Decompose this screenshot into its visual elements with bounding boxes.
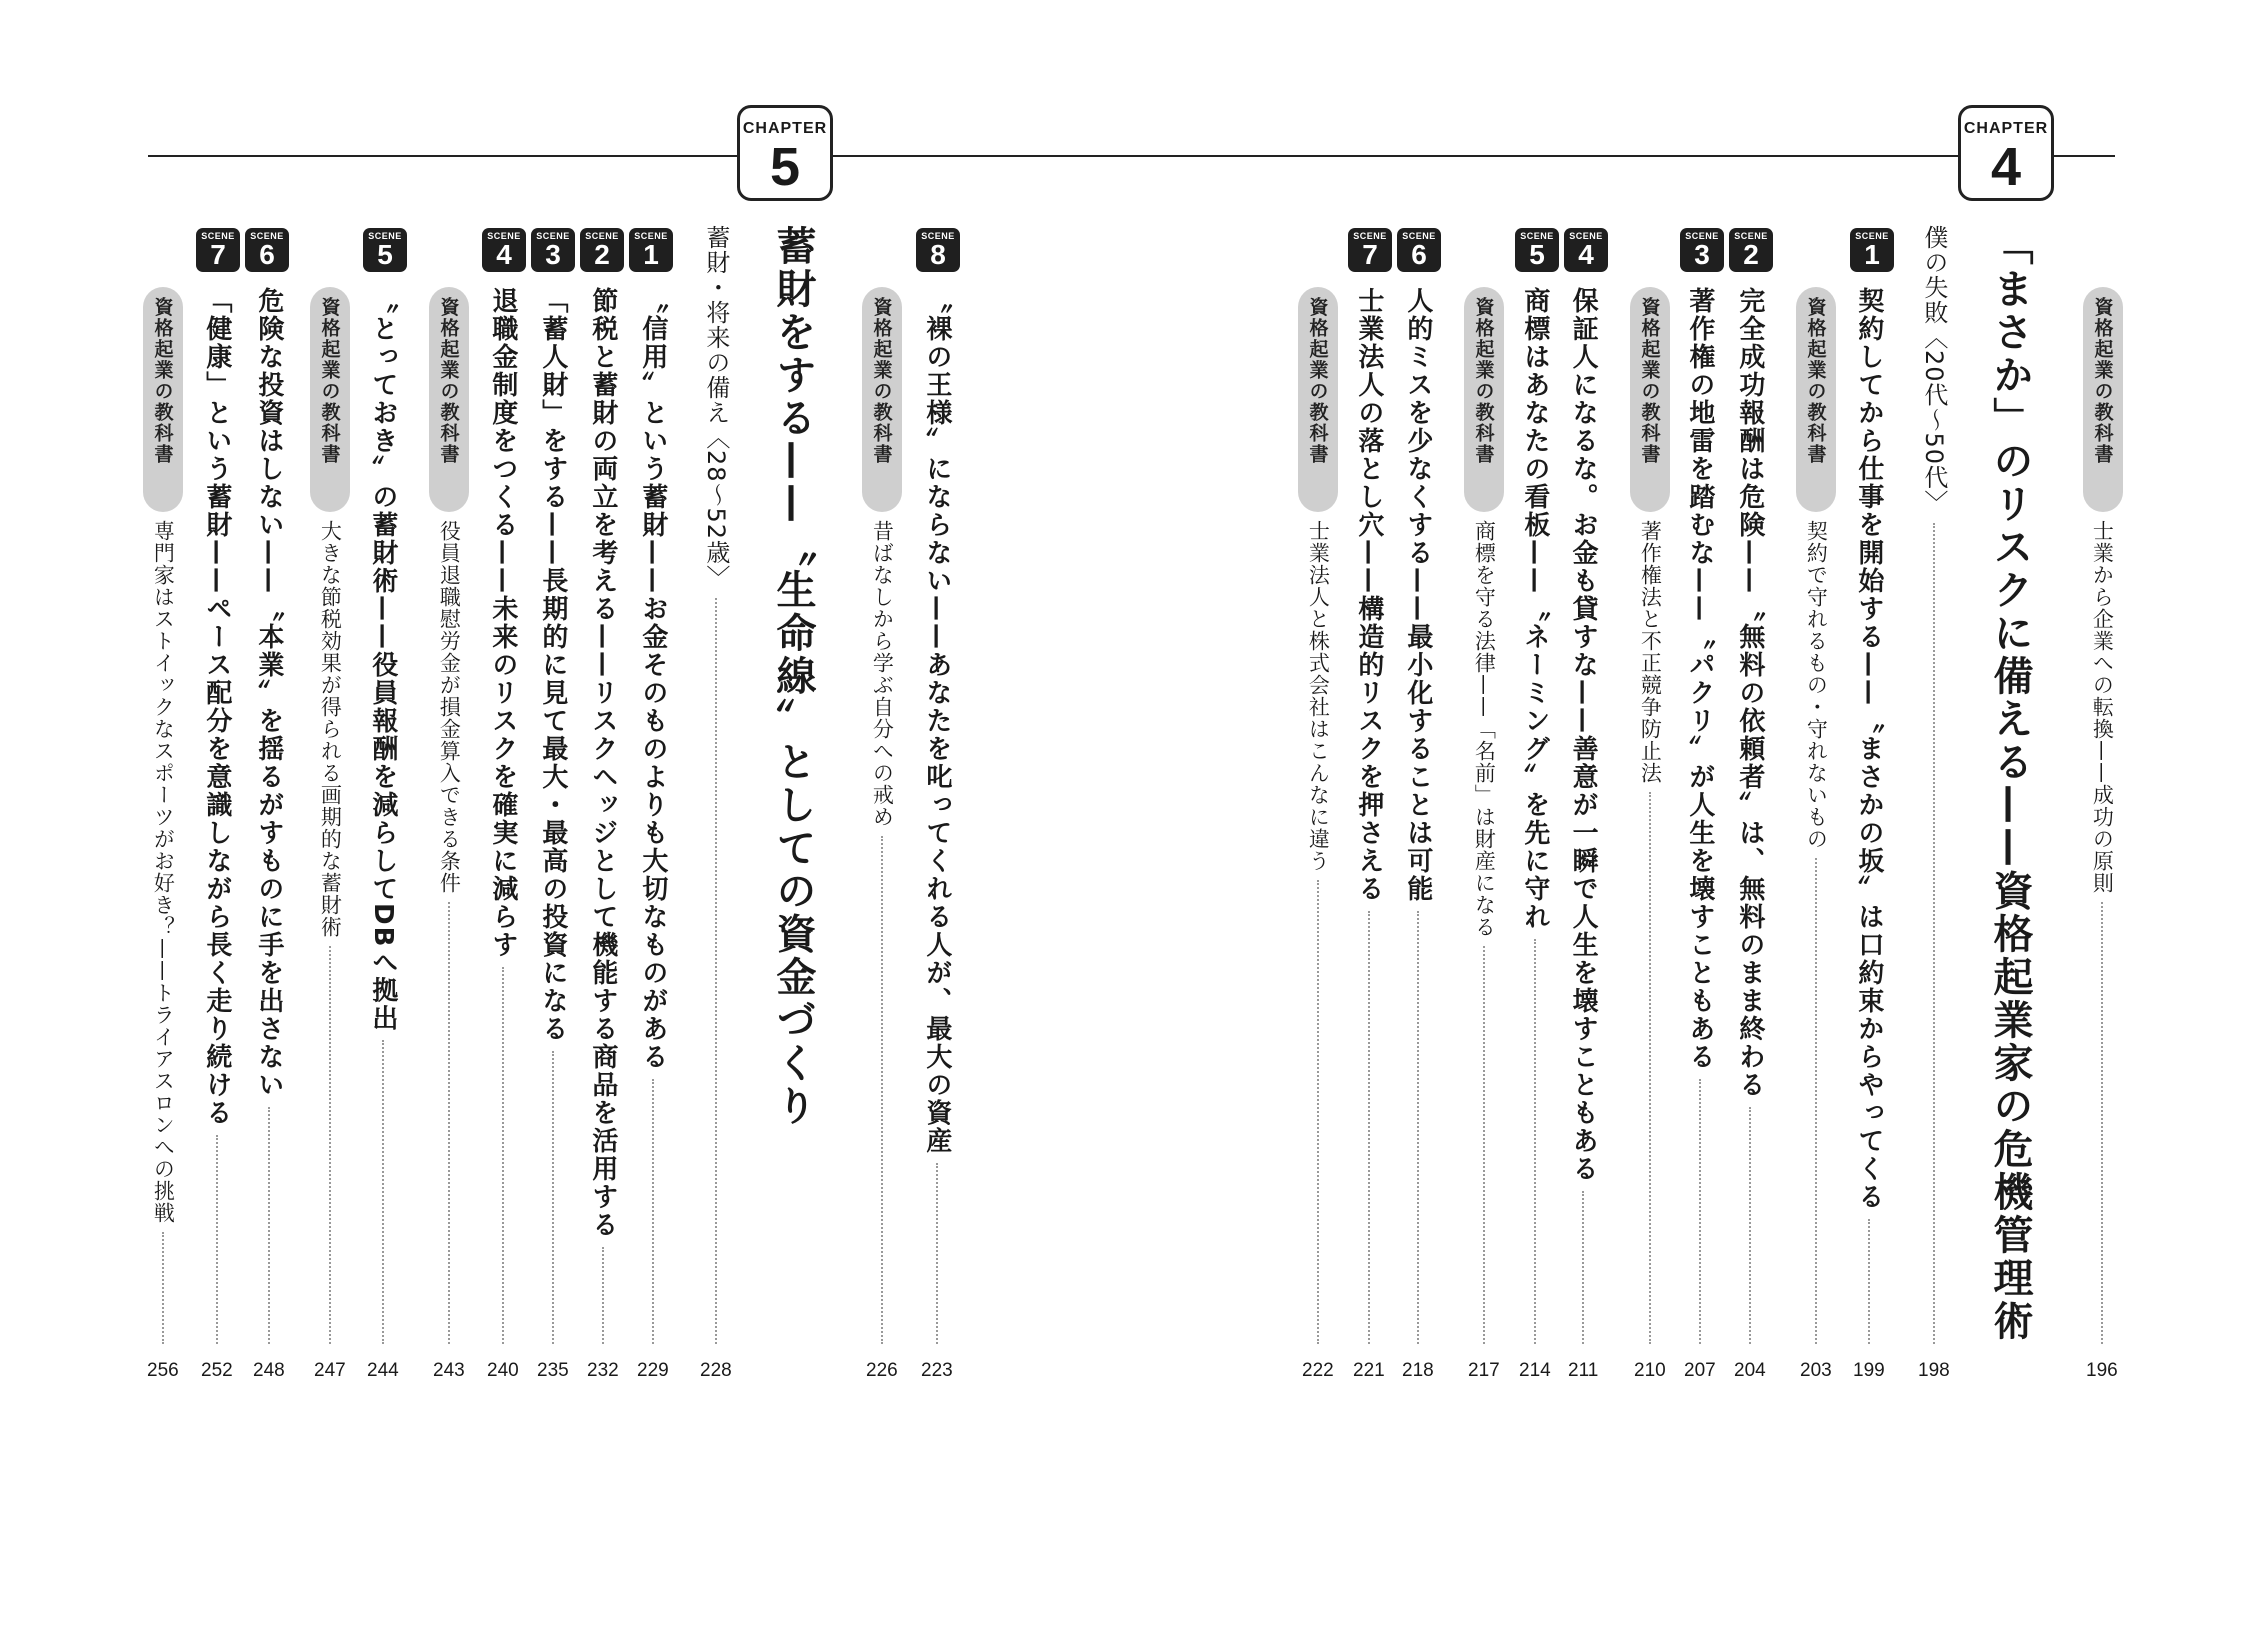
toc-entry[interactable] [433,520,465,1382]
dot-leader [1534,939,1536,1344]
toc-entry[interactable] [1634,520,1666,1382]
scene-badge: SCENE 7 [1348,228,1392,272]
toc-entry[interactable] [1468,520,1500,1382]
chapter-5-box [737,105,833,201]
scene-badge: SCENE 6 [1397,228,1441,272]
toc-entry-scene[interactable] [587,287,619,1382]
toc-entry-scene[interactable] [637,287,669,1382]
scene-badge-group [1348,228,1441,272]
dot-leader [2101,902,2103,1344]
dot-leader [1582,1191,1584,1344]
page-number: 207 [1684,1360,1716,1381]
dot-leader [1649,792,1651,1344]
page-number: 228 [700,1360,732,1381]
page-number: 218 [1402,1360,1434,1381]
scene-badge: SCENE 4 [1564,228,1608,272]
scene-badge: SCENE 4 [482,228,526,272]
dot-leader [1749,1107,1751,1344]
page-number: 248 [253,1360,285,1381]
toc-entry-scene[interactable] [253,287,285,1382]
entry-title: 〝とっておき〟の蓄財術——役員報酬を減らしてDBへ拠出 [367,287,398,1033]
page-number: 229 [637,1360,669,1381]
entry-title: 役員退職慰労金が損金算入できる条件 [437,520,462,894]
entry-title: 退職金制度をつくる——未来のリスクを確実に減らす [487,287,518,959]
dot-leader [652,1079,654,1344]
scene-badge: SCENE 3 [1680,228,1724,272]
chapter-number: 4 [1990,137,2022,197]
textbook-badge: 資格起業の教科書 [2083,287,2123,512]
scene-badge: SCENE 8 [916,228,960,272]
chapter-4-box [1958,105,2054,201]
page-number: 232 [587,1360,619,1381]
textbook-badge: 資格起業の教科書 [1796,287,1836,512]
toc-entry-scene[interactable] [367,287,399,1382]
chapter-label: CHAPTER [1963,120,2049,137]
subtitle-text: 蓄財・将来の備え〈28〜52歳〉 [701,225,730,591]
page-number: 240 [487,1360,519,1381]
toc-entry-scene[interactable] [1353,287,1385,1382]
entry-title: 「蓄人財」をする——長期的に見て最大・最高の投資になる [537,287,568,1043]
toc-entry-scene[interactable] [1568,287,1598,1382]
dot-leader [162,1232,164,1344]
textbook-badge: 資格起業の教科書 [1298,287,1338,512]
scene-badge: SCENE 1 [629,228,673,272]
page-number: 210 [1634,1360,1666,1381]
toc-entry[interactable] [2086,520,2118,1382]
page-number: 203 [1800,1360,1832,1381]
chapter-4-subtitle[interactable] [1918,225,1950,1382]
dot-leader [552,1051,554,1344]
entry-title: 〝信用〟という蓄財——お金そのものよりも大切なものがある [637,287,668,1071]
textbook-badge: 資格起業の教科書 [1630,287,1670,512]
toc-entry-scene[interactable] [487,287,519,1382]
dot-leader [1368,911,1370,1344]
page-number: 222 [1302,1360,1334,1381]
scene-badge: SCENE 5 [363,228,407,272]
scene-badge: SCENE 2 [1729,228,1773,272]
page-number: 217 [1468,1360,1500,1381]
chapter-5-title: 蓄財をする——〝生命線〟としての資金づくり [770,225,816,1128]
page-number: 198 [1918,1360,1950,1381]
textbook-badge: 資格起業の教科書 [143,287,183,512]
dot-leader [602,1247,604,1344]
entry-title: 士業から企業への転換——成功の原則 [2090,520,2115,894]
dot-leader [448,902,450,1344]
entry-title: 〝裸の王様〟にならない——あなたを叱ってくれる人が、最大の資産 [921,287,952,1155]
entry-title: 士業法人と株式会社はこんなに違う [1306,520,1331,872]
dot-leader [502,967,504,1344]
chapter-number: 5 [769,137,801,197]
toc-entry-scene[interactable] [1519,287,1551,1382]
page-number: 256 [147,1360,179,1381]
scene-badge: SCENE 3 [531,228,575,272]
scene-badge: SCENE 2 [580,228,624,272]
chapter-4-title: 「まさか」のリスクに備える——資格起業家の危機管理術 [1987,225,2033,1343]
entry-title: 商標を守る法律——「名前」は財産になる [1472,520,1497,938]
scene-badge: SCENE 7 [196,228,240,272]
scene-badge: SCENE 5 [1515,228,1559,272]
textbook-badge: 資格起業の教科書 [862,287,902,512]
toc-entry[interactable] [866,520,898,1382]
toc-entry[interactable] [147,520,179,1382]
dot-leader [1933,523,1935,1344]
toc-entry[interactable] [1302,520,1334,1382]
chapter-5-rule [148,155,1148,157]
dot-leader [936,1163,938,1344]
entry-title: 昔ばなしから学ぶ自分への戒め [870,520,895,828]
toc-entry-scene[interactable] [537,287,569,1382]
toc-entry-scene[interactable] [1734,287,1766,1382]
dot-leader [1417,911,1419,1344]
scene-badge-group [363,228,407,272]
entry-title: 契約してから仕事を開始する——〝まさかの坂〟は口約束からやってくる [1853,287,1884,1211]
dot-leader [382,1040,384,1344]
dot-leader [329,946,331,1344]
scene-badge-group [196,228,289,272]
dot-leader [881,836,883,1344]
entry-title: 危険な投資はしない——〝本業〟を揺るがすものに手を出さない [253,287,284,1099]
page-number: 211 [1568,1360,1599,1381]
page-number: 243 [433,1360,465,1381]
scene-badge-group [482,228,673,272]
page-number: 223 [921,1360,953,1381]
textbook-badge: 資格起業の教科書 [1464,287,1504,512]
entry-title: 大きな節税効果が得られる画期的な蓄財術 [318,520,343,938]
entry-title: 完全成功報酬は危険——〝無料の依頼者〟は、無料のまま終わる [1734,287,1765,1099]
scene-badge-group [1515,228,1608,272]
page-number: 226 [866,1360,898,1381]
toc-entry-scene[interactable] [1684,287,1716,1382]
toc-entry-scene[interactable] [1402,287,1434,1382]
entry-title: 人的ミスを少なくする——最小化することは可能 [1402,287,1433,903]
scene-badge: SCENE 1 [1850,228,1894,272]
chapter-label: CHAPTER [742,120,828,137]
dot-leader [268,1107,270,1344]
dot-leader [1483,946,1485,1344]
toc-entry-scene[interactable] [921,287,953,1382]
page-number: 204 [1734,1360,1766,1381]
page-number: 244 [367,1360,399,1381]
page-number: 221 [1353,1360,1385,1381]
dot-leader [216,1135,218,1344]
scene-badge-group [916,228,960,272]
entry-title: 節税と蓄財の両立を考える——リスクヘッジとして機能する商品を活用する [587,287,618,1239]
dot-leader [1815,858,1817,1344]
page-number: 214 [1519,1360,1551,1381]
toc-entry[interactable] [1800,520,1832,1382]
scene-badge-group [1680,228,1773,272]
page-number: 199 [1853,1360,1885,1381]
textbook-badge: 資格起業の教科書 [429,287,469,512]
entry-title: 専門家はストイックなスポーツがお好き？——トライアスロンへの挑戦 [151,520,176,1224]
toc-entry[interactable] [314,520,346,1382]
chapter-5-subtitle[interactable] [700,225,732,1382]
page-number: 196 [2086,1360,2118,1381]
entry-title: 保証人になるな。お金も貸すな——善意が一瞬で人生を壊すこともある [1568,287,1599,1183]
entry-title: 「健康」という蓄財——ペース配分を意識しながら長く走り続ける [201,287,232,1127]
entry-title: 契約で守れるもの・守れないもの [1804,520,1829,850]
dot-leader [1699,1079,1701,1344]
textbook-badge: 資格起業の教科書 [310,287,350,512]
scene-badge: SCENE 6 [245,228,289,272]
scene-badge-group [1850,228,1894,272]
entry-title: 著作権法と不正競争防止法 [1638,520,1663,784]
toc-entry-scene[interactable] [1853,287,1885,1382]
page-number: 247 [314,1360,346,1381]
dot-leader [1317,880,1319,1344]
subtitle-text: 僕の失敗〈20代〜50代〉 [1919,225,1948,516]
page-number: 252 [201,1360,233,1381]
page-number: 235 [537,1360,569,1381]
dot-leader [1868,1219,1870,1344]
entry-title: 士業法人の落とし穴——構造的リスクを押さえる [1353,287,1384,903]
entry-title: 著作権の地雷を踏むな——〝パクリ〟が人生を壊すこともある [1684,287,1715,1071]
entry-title: 商標はあなたの看板——〝ネーミング〟を先に守れ [1519,287,1550,931]
dot-leader [715,598,717,1344]
toc-entry-scene[interactable] [201,287,233,1382]
